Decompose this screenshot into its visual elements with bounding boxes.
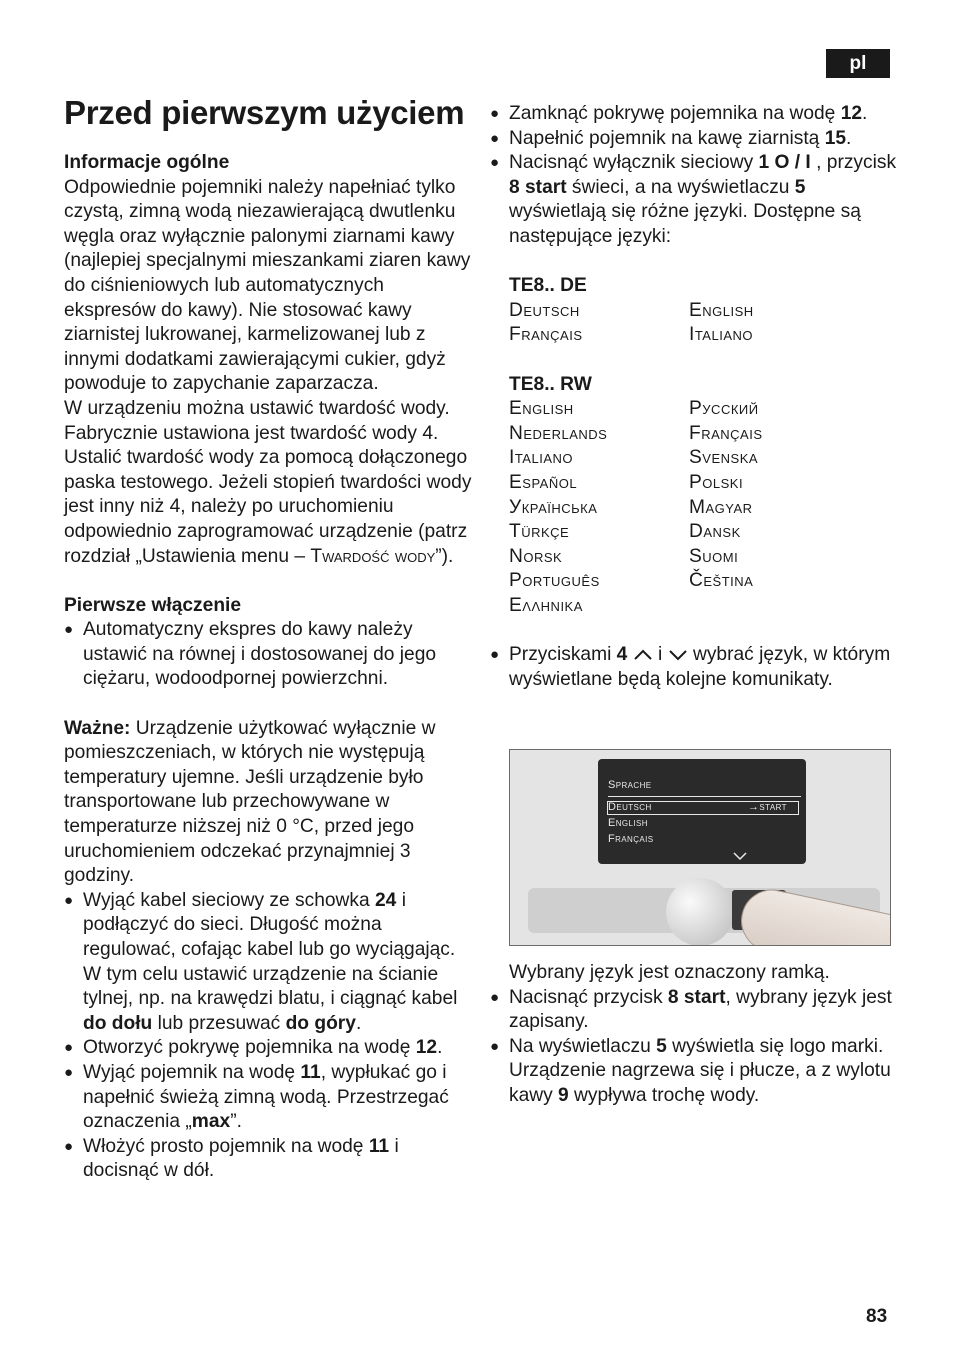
language-item: English <box>689 299 754 321</box>
bullet-cable: ● Wyjąć kabel sieciowy ze schowka 24 i podłączyć do sieci. Długość można regulować, cofając kabel lub go wyciągając. W tym celu ustawić urządzenie na ścianie tylnej, np. na krawędzi blatu, i ciągnąć kabel do dołu lub przesuwać do góry. <box>64 889 474 1037</box>
language-badge: pl <box>826 49 890 78</box>
display-selected-option: Deutsch <box>608 801 652 813</box>
bullet-power-on: ● Nacisnąć wyłącznik sieciowy 1 O / I , przycisk 8 start świeci, a na wyświetlaczu 5 wyświetlają się różne języki. Dostępne są następujące języki: <box>490 151 900 249</box>
chevron-down-icon <box>668 649 688 661</box>
rw-heading: TE8.. RW <box>509 373 592 395</box>
language-item: Français <box>509 324 583 346</box>
right-column-bottom <box>490 961 900 1109</box>
language-item: Italiano <box>689 324 753 346</box>
display-start-label: →start <box>748 801 787 813</box>
page-title: Przed pierwszym użyciem <box>64 94 465 131</box>
language-item: Norsk <box>509 545 563 567</box>
bullet-remove-tank: ● Wyjąć pojemnik na wodę 11, wypłukać go i napełnić świeżą zimną wodą. Przestrzegać oznaczenia „max”. <box>64 1061 474 1135</box>
left-column <box>64 151 474 1184</box>
language-item: Português <box>509 570 600 592</box>
language-item: Čeština <box>689 570 754 592</box>
bullet-close-lid: ● Zamknąć pokrywę pojemnika na wodę 12. <box>490 102 900 127</box>
first-use-heading: Pierwsze włączenie <box>64 594 242 616</box>
language-item: Українська <box>509 496 598 518</box>
de-heading: TE8.. DE <box>509 275 587 297</box>
language-item: Suomi <box>689 545 739 567</box>
page-number: 83 <box>866 1306 888 1327</box>
right-column <box>490 102 900 692</box>
bullet-open-lid: ● Otworzyć pokrywę pojemnika na wodę 12. <box>64 1036 474 1061</box>
chevron-down-icon <box>732 851 748 861</box>
language-item: English <box>509 398 574 420</box>
language-item: Italiano <box>509 447 573 469</box>
language-item: Dansk <box>689 521 741 543</box>
general-paragraph-1: Odpowiednie pojemniki należy napełniać tylko czystą, zimną wodą niezawierającą dwutlenku węgla oraz wyłącznie palonymi ziarnami kawy (najlepiej specjalnymi mieszankami ziaren kawy do ciśnieniowych lub automatycznych ekspresów do kawy). Nie stosować kawy ziarnistej lukrowanej, karmelizowanej lub z innymi dodatkami zawierającymi cukier, gdyż powoduje to zapychanie zaparzacza. <box>64 176 471 395</box>
chevron-up-icon <box>633 649 653 661</box>
general-paragraph-2: W urządzeniu można ustawić twardość wody. Fabrycznie ustawiona jest twardość wody 4. Ustalić twardość wody za pomocą dołączonego paska testowego. Jeżeli stopień twardości wody jest inny niż 4, należy po uruchomieniu odpowiednio zaprogramować urządzenie (patrz rozdział „Ustawienia menu – Twardość wody”). <box>64 397 472 567</box>
general-heading: Informacje ogólne <box>64 152 230 173</box>
language-item: Türkçe <box>509 521 570 543</box>
bullet-fill-beans: ● Napełnić pojemnik na kawę ziarnistą 15. <box>490 127 900 152</box>
language-item: Ελληνικα <box>509 594 583 616</box>
bullet-logo: ● Na wyświetlaczu 5 wyświetla się logo marki. Urządzenie nagrzewa się i płucze, a z wylotu kawy 9 wypływa trochę wody. <box>490 1035 900 1109</box>
display-option: Français <box>608 833 654 845</box>
first-use-bullet: ● Automatyczny ekspres do kawy należy ustawić na równej i dostosowanej do jego ciężaru, wodoodpornej powierzchni. <box>64 618 474 692</box>
device-display-figure <box>509 749 891 946</box>
language-item: Français <box>689 422 763 444</box>
language-item: Magyar <box>689 496 753 518</box>
language-item: Deutsch <box>509 299 580 321</box>
bullet-select-language: ● Przyciskami 4 i wybrać język, w którym wyświetlane będą kolejne komunikaty. <box>490 643 900 692</box>
language-item: Nederlands <box>509 422 608 444</box>
language-item: Español <box>509 471 578 493</box>
rotary-knob[interactable] <box>666 878 734 946</box>
language-item: Русский <box>689 398 759 420</box>
display-option: English <box>608 817 648 829</box>
figure-caption: Wybrany język jest oznaczony ramką. <box>509 962 830 983</box>
language-item: Svenska <box>689 447 759 469</box>
device-screen <box>598 759 806 864</box>
display-title: Sprache <box>608 779 652 791</box>
bullet-insert-tank: ● Włożyć prosto pojemnik na wodę 11 i docisnąć w dół. <box>64 1135 474 1184</box>
rw-language-list <box>509 397 900 618</box>
bullet-press-start: ● Nacisnąć przycisk 8 start, wybrany język jest zapisany. <box>490 986 900 1035</box>
de-language-list <box>509 299 900 348</box>
language-item: Polski <box>689 471 744 493</box>
important-note: Ważne: Urządzenie użytkować wyłącznie w pomieszczeniach, w których nie występują temperatury ujemne. Jeśli urządzenie było transportowane lub przechowywane w temperaturze niższej niż 0 °C, przed jego uruchomieniem odczekać przynajmniej 3 godziny. <box>64 717 436 887</box>
